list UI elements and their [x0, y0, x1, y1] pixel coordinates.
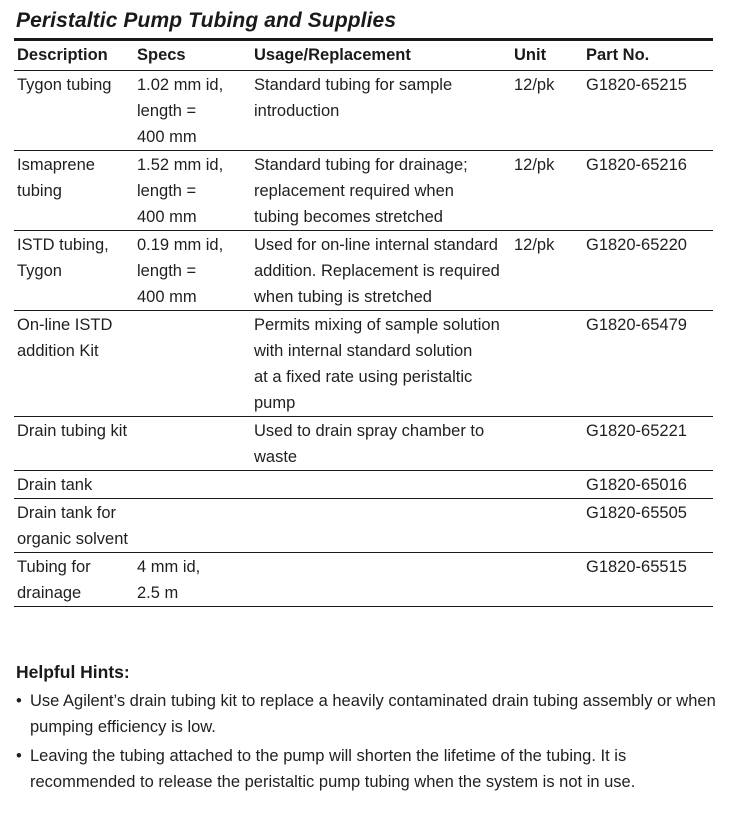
- cell-usage: [251, 311, 511, 417]
- description-text: Tygon tubing: [17, 76, 112, 94]
- usage-text: Used for on-line internal standard addition. Replacement is required when tubing is stretched: [254, 236, 500, 306]
- part-no-text: G1820-65016: [586, 476, 687, 494]
- part-no-text: G1820-65221: [586, 422, 687, 440]
- header-unit: Unit: [511, 41, 583, 71]
- cell-description: [14, 151, 134, 231]
- cell-usage: [251, 499, 511, 553]
- cell-specs: [134, 231, 251, 311]
- supplies-table-wrapper: [14, 38, 713, 607]
- description-text: Drain tank: [17, 476, 93, 494]
- bullet-icon: •: [16, 747, 22, 765]
- cell-usage: [251, 553, 511, 607]
- table-body: [14, 71, 713, 607]
- table-row: [14, 553, 713, 607]
- cell-specs: [134, 471, 251, 499]
- unit-text: 12/pk: [514, 76, 555, 94]
- cell-part-no: [583, 499, 713, 553]
- cell-specs: [134, 71, 251, 151]
- usage-text: Standard tubing for sample introduction: [254, 76, 453, 120]
- cell-unit: [511, 151, 583, 231]
- cell-unit: [511, 71, 583, 151]
- table-row: [14, 231, 713, 311]
- cell-specs: [134, 311, 251, 417]
- header-usage: Usage/Replacement: [251, 41, 511, 71]
- part-no-text: G1820-65215: [586, 76, 687, 94]
- cell-part-no: [583, 553, 713, 607]
- cell-part-no: [583, 151, 713, 231]
- part-no-text: G1820-65216: [586, 156, 687, 174]
- cell-part-no: [583, 417, 713, 471]
- cell-specs: [134, 151, 251, 231]
- usage-text: Standard tubing for drainage; replacement required when tubing becomes stretched: [254, 156, 468, 226]
- part-no-text: G1820-65515: [586, 558, 687, 576]
- description-text: ISTD tubing, Tygon: [17, 236, 109, 280]
- part-no-text: G1820-65220: [586, 236, 687, 254]
- cell-specs: [134, 553, 251, 607]
- cell-unit: [511, 471, 583, 499]
- cell-unit: [511, 311, 583, 417]
- table-row: [14, 499, 713, 553]
- usage-text: Permits mixing of sample solution with internal standard solution at a fixed rate using peristaltic pump: [254, 316, 500, 412]
- cell-usage: [251, 231, 511, 311]
- cell-description: [14, 499, 134, 553]
- cell-part-no: [583, 231, 713, 311]
- cell-description: [14, 471, 134, 499]
- hint-item: [16, 743, 721, 795]
- hints-title: Helpful Hints:: [16, 662, 130, 682]
- cell-description: [14, 71, 134, 151]
- cell-usage: [251, 471, 511, 499]
- cell-part-no: [583, 471, 713, 499]
- cell-part-no: [583, 311, 713, 417]
- usage-text: Used to drain spray chamber to waste: [254, 422, 485, 466]
- part-no-text: G1820-65505: [586, 504, 687, 522]
- description-text: On-line ISTD addition Kit: [17, 316, 113, 360]
- cell-description: [14, 311, 134, 417]
- unit-text: 12/pk: [514, 156, 555, 174]
- cell-unit: [511, 417, 583, 471]
- cell-usage: [251, 151, 511, 231]
- cell-specs: [134, 417, 251, 471]
- part-no-text: G1820-65479: [586, 316, 687, 334]
- description-text: Drain tubing kit: [17, 422, 128, 440]
- unit-text: 12/pk: [514, 236, 555, 254]
- specs-text: 4 mm id, 2.5 m: [137, 558, 201, 602]
- table-row: [14, 311, 713, 417]
- specs-text: 0.19 mm id, length = 400 mm: [137, 236, 224, 306]
- table-row: [14, 417, 713, 471]
- cell-description: [14, 231, 134, 311]
- table-row: [14, 71, 713, 151]
- cell-unit: [511, 499, 583, 553]
- helpful-hints: [16, 662, 721, 798]
- header-specs: Specs: [134, 41, 251, 71]
- hint-item: [16, 688, 721, 740]
- cell-usage: [251, 71, 511, 151]
- hint-text: Use Agilent’s drain tubing kit to replace a heavily contaminated drain tubing assembly or when pumping efficiency is low.: [30, 692, 716, 736]
- cell-unit: [511, 553, 583, 607]
- cell-usage: [251, 417, 511, 471]
- cell-description: [14, 553, 134, 607]
- description-text: Ismaprene tubing: [17, 156, 95, 200]
- cell-description: [14, 417, 134, 471]
- bullet-icon: •: [16, 692, 22, 710]
- cell-unit: [511, 231, 583, 311]
- supplies-table: [14, 41, 713, 607]
- table-row: [14, 471, 713, 499]
- header-part-no: Part No.: [583, 41, 713, 71]
- section-title: Peristaltic Pump Tubing and Supplies: [16, 9, 397, 32]
- cell-specs: [134, 499, 251, 553]
- table-row: [14, 151, 713, 231]
- cell-part-no: [583, 71, 713, 151]
- hint-text: Leaving the tubing attached to the pump will shorten the lifetime of the tubing. It is recommended to release the peristaltic pump tubing when the system is not in use.: [30, 747, 636, 791]
- table-header-row: [14, 41, 713, 71]
- description-text: Tubing for drainage: [17, 558, 91, 602]
- specs-text: 1.02 mm id, length = 400 mm: [137, 76, 224, 146]
- specs-text: 1.52 mm id, length = 400 mm: [137, 156, 224, 226]
- description-text: Drain tank for organic solvent: [17, 504, 128, 548]
- header-description: Description: [14, 41, 134, 71]
